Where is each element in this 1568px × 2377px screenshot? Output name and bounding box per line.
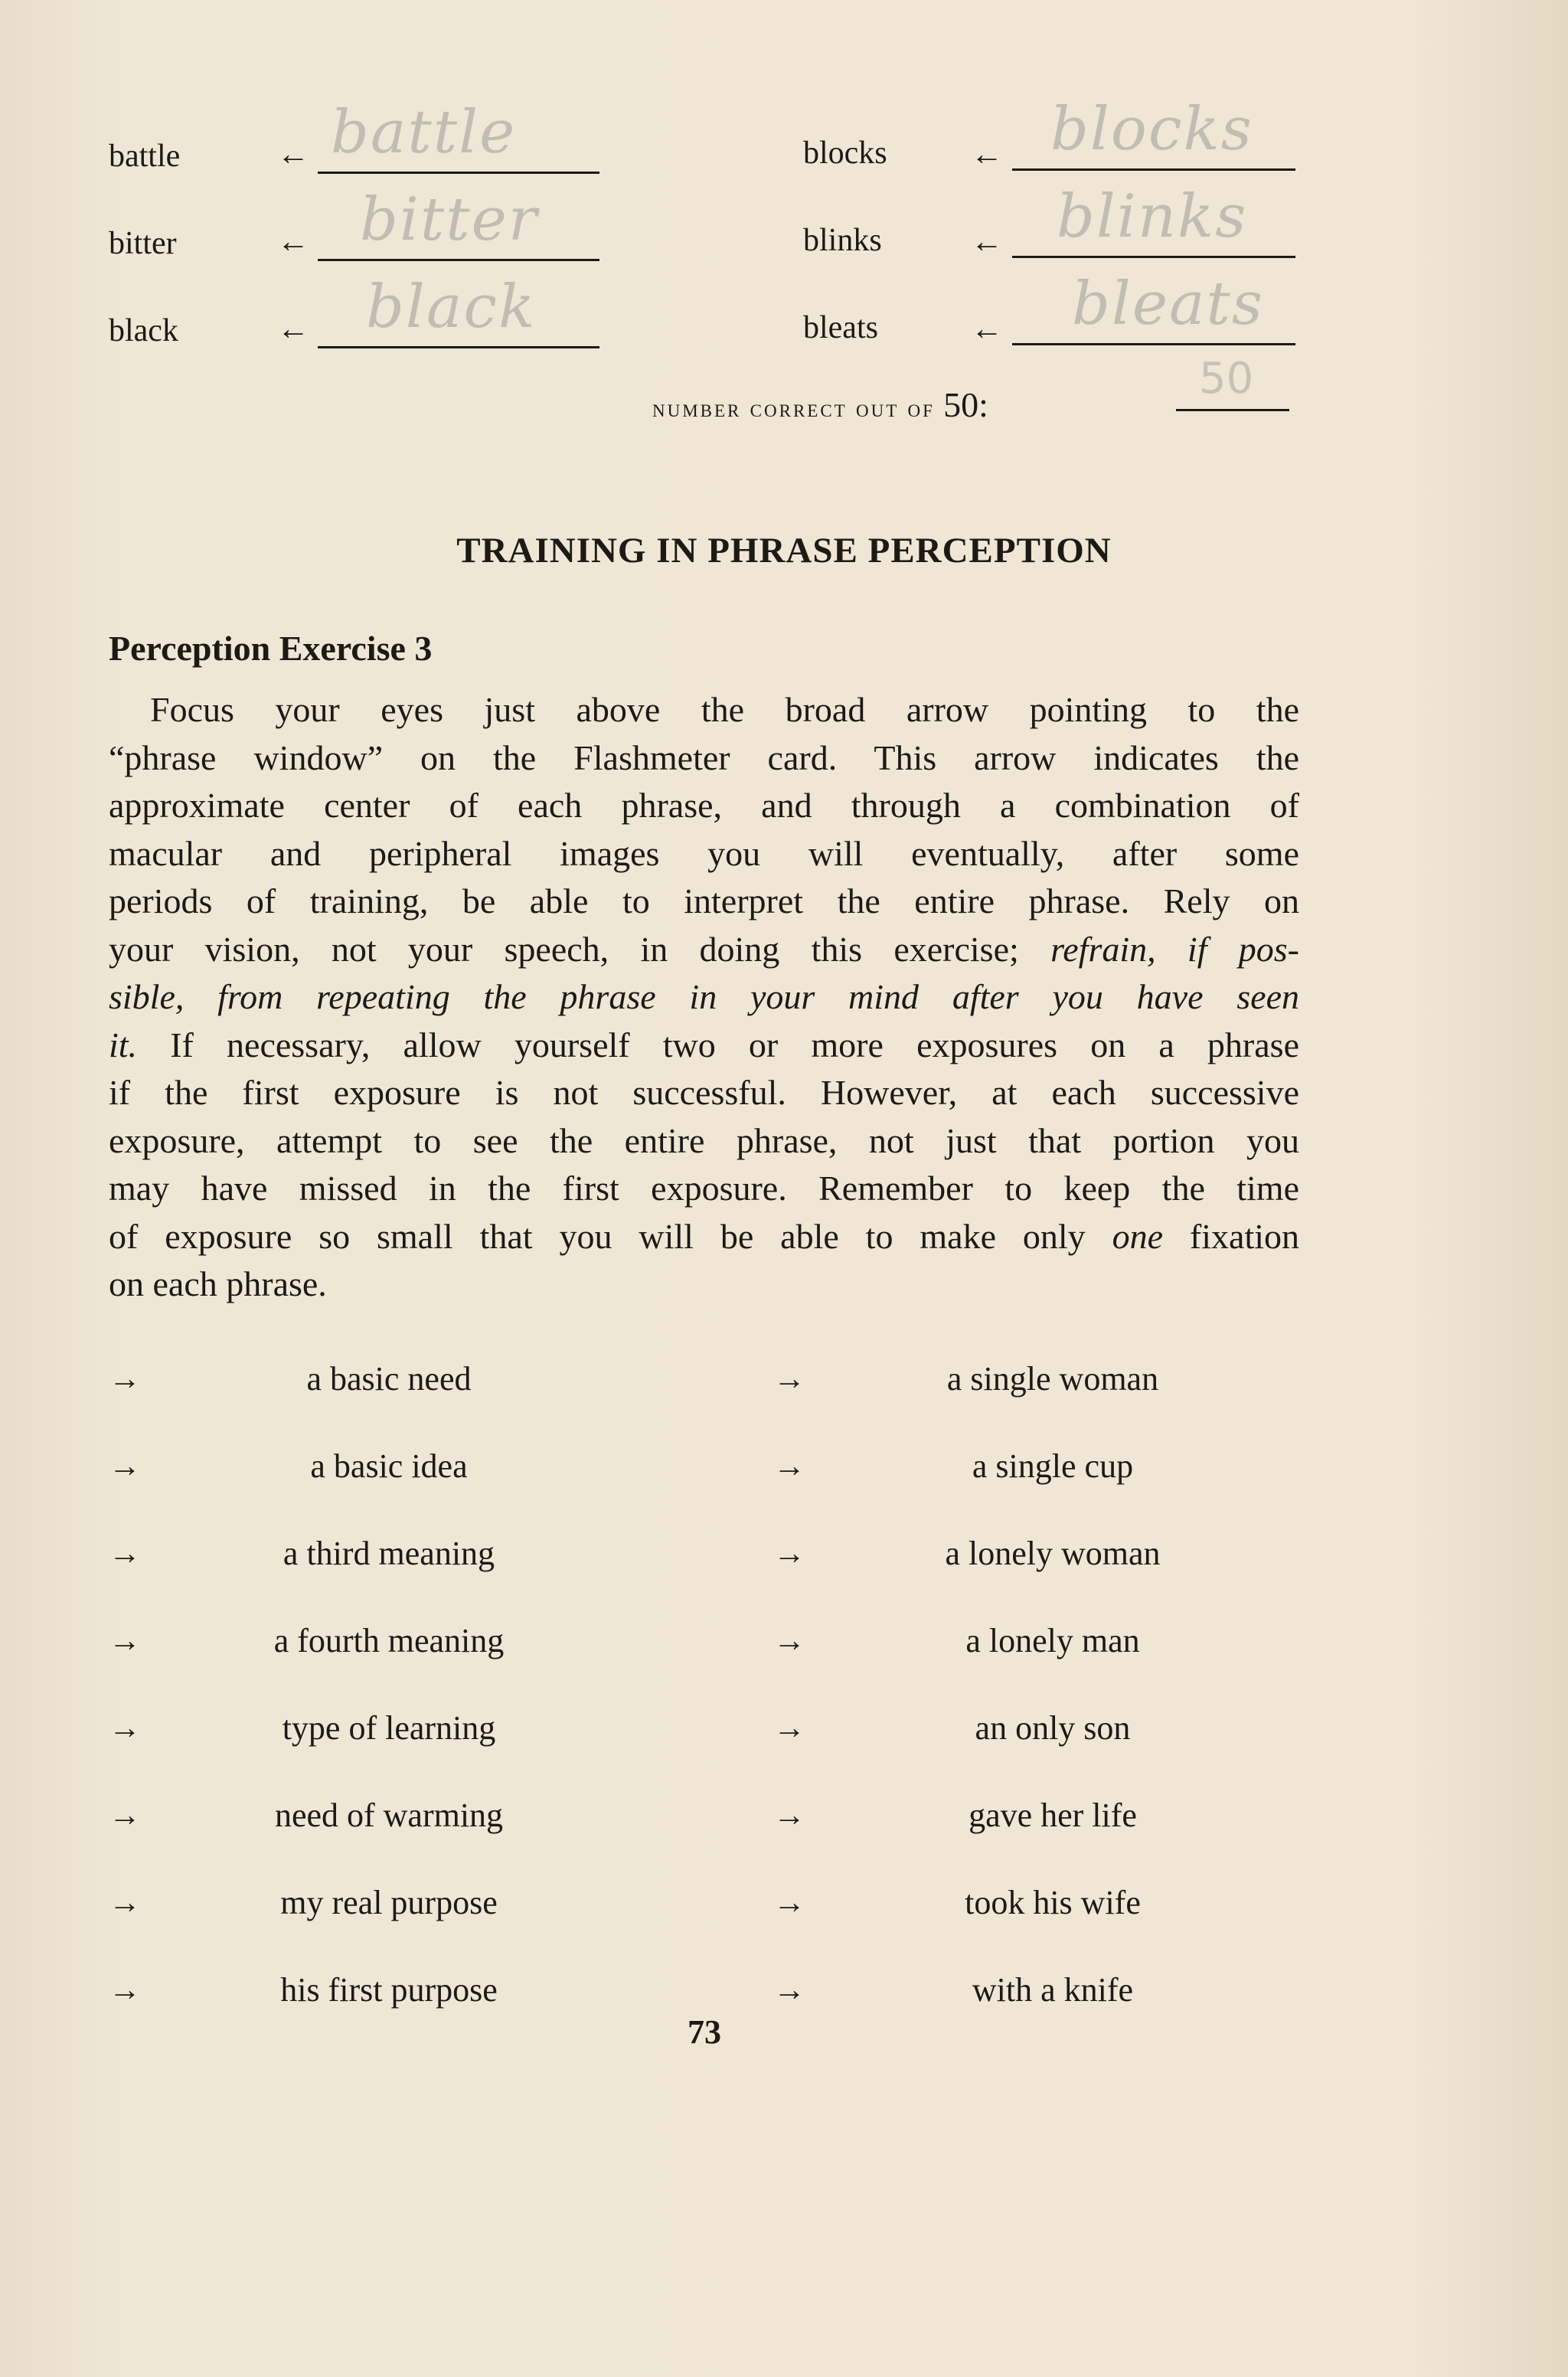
phrase-left: his first purpose [280, 1971, 498, 2009]
phrase-left: a basic need [306, 1360, 472, 1398]
right-arrow-icon: → [109, 1711, 141, 1746]
left-arrow-icon: ← [277, 137, 309, 172]
phrase-left: a fourth meaning [273, 1622, 505, 1659]
phrase-right: a lonely man [965, 1622, 1140, 1659]
paragraph-line [109, 1213, 1299, 1261]
paragraph-line: macular and peripheral images you will eventually, after some [109, 833, 1299, 873]
paragraph-line: periods of training, be able to interpret the entire phrase. Rely on [109, 881, 1299, 920]
right-arrow-icon: → [773, 1885, 805, 1921]
paragraph-line: sible, from repeating the phrase in your mind after you have seen [109, 977, 1299, 1016]
paragraph-italic: one [1112, 1216, 1164, 1256]
phrase-left: a basic idea [310, 1447, 468, 1485]
answer-blank [318, 259, 599, 261]
handwritten-score: 50 [1199, 354, 1254, 404]
answer-blank [1012, 168, 1295, 171]
paragraph-line [109, 1022, 1299, 1070]
handwritten-answer: bleats [1072, 270, 1264, 338]
score-label [652, 384, 988, 425]
phrase-right: took his wife [965, 1884, 1141, 1921]
phrase-right: gave her life [969, 1797, 1137, 1834]
score-blank [1176, 409, 1289, 411]
right-arrow-icon: → [773, 1362, 805, 1397]
paragraph-text: your vision, not your speech, in doing this exercise; [109, 929, 1051, 969]
left-arrow-icon: ← [971, 137, 1003, 172]
paragraph-line: on each phrase. [109, 1264, 327, 1303]
right-arrow-icon: → [773, 1623, 805, 1659]
phrase-right: with a knife [972, 1971, 1134, 2009]
score-label-text: number correct out of [652, 395, 935, 423]
right-arrow-icon: → [109, 1885, 141, 1921]
phrase-left: my real purpose [280, 1884, 498, 1921]
answer-blank [318, 346, 599, 348]
paragraph-line: Focus your eyes just above the broad arrow pointing to the [150, 690, 1299, 729]
paragraph-line: “phrase window” on the Flashmeter card. This arrow indicates the [109, 737, 1299, 777]
paragraph-text: fixation [1163, 1216, 1300, 1256]
right-arrow-icon: → [773, 1711, 805, 1746]
right-arrow-icon: → [109, 1362, 141, 1397]
paragraph-line: approximate center of each phrase, and through a combination of [109, 786, 1299, 825]
match-word: blinks [803, 223, 882, 258]
right-arrow-icon: → [773, 1798, 805, 1833]
left-arrow-icon: ← [277, 224, 309, 260]
handwritten-answer: battle [331, 98, 517, 167]
paragraph-line: may have missed in the first exposure. Remember to keep the time [109, 1169, 1299, 1208]
left-arrow-icon: ← [277, 312, 309, 347]
answer-blank [1012, 256, 1295, 258]
paragraph-text: of exposure so small that you will be able to make only [109, 1216, 1112, 1256]
phrase-right: a single cup [972, 1447, 1134, 1485]
match-word: battle [109, 139, 181, 174]
paragraph-line [109, 926, 1299, 974]
handwritten-answer: blinks [1057, 182, 1248, 251]
paragraph-italic: it. [109, 1025, 138, 1064]
phrase-left: need of warming [274, 1797, 504, 1834]
score-total: 50: [943, 385, 988, 424]
match-word: bleats [803, 310, 878, 345]
answer-blank [318, 172, 599, 174]
handwritten-answer: black [366, 273, 537, 342]
phrase-left: type of learning [282, 1709, 496, 1747]
right-arrow-icon: → [773, 1973, 805, 2008]
match-word: blocks [803, 136, 887, 171]
right-arrow-icon: → [109, 1973, 141, 2008]
paragraph-italic: refrain, if pos- [1050, 929, 1299, 969]
exercise-title: Perception Exercise 3 [109, 629, 433, 668]
phrase-left: a third meaning [283, 1535, 495, 1572]
right-arrow-icon: → [109, 1623, 141, 1659]
page-number: 73 [688, 2013, 721, 2051]
paragraph-line: exposure, attempt to see the entire phrase, not just that portion you [109, 1120, 1299, 1160]
match-word: black [109, 313, 178, 348]
match-word: bitter [109, 226, 177, 261]
phrase-right: a single woman [946, 1360, 1159, 1398]
handwritten-answer: bitter [360, 185, 539, 254]
right-arrow-icon: → [109, 1449, 141, 1484]
instruction-paragraph [109, 686, 1299, 1309]
left-arrow-icon: ← [971, 312, 1003, 347]
left-arrow-icon: ← [971, 224, 1003, 260]
handwritten-answer: blocks [1050, 95, 1253, 164]
phrase-right: an only son [975, 1709, 1131, 1747]
section-title: TRAINING IN PHRASE PERCEPTION [456, 531, 1112, 571]
right-arrow-icon: → [773, 1536, 805, 1571]
phrase-right: a lonely woman [945, 1535, 1161, 1572]
paragraph-text: If necessary, allow yourself two or more exposures on a phrase [137, 1025, 1299, 1064]
answer-blank [1012, 343, 1295, 345]
right-arrow-icon: → [773, 1449, 805, 1484]
paragraph-line: if the first exposure is not successful. However, at each successive [109, 1073, 1299, 1112]
right-arrow-icon: → [109, 1536, 141, 1571]
right-arrow-icon: → [109, 1798, 141, 1833]
